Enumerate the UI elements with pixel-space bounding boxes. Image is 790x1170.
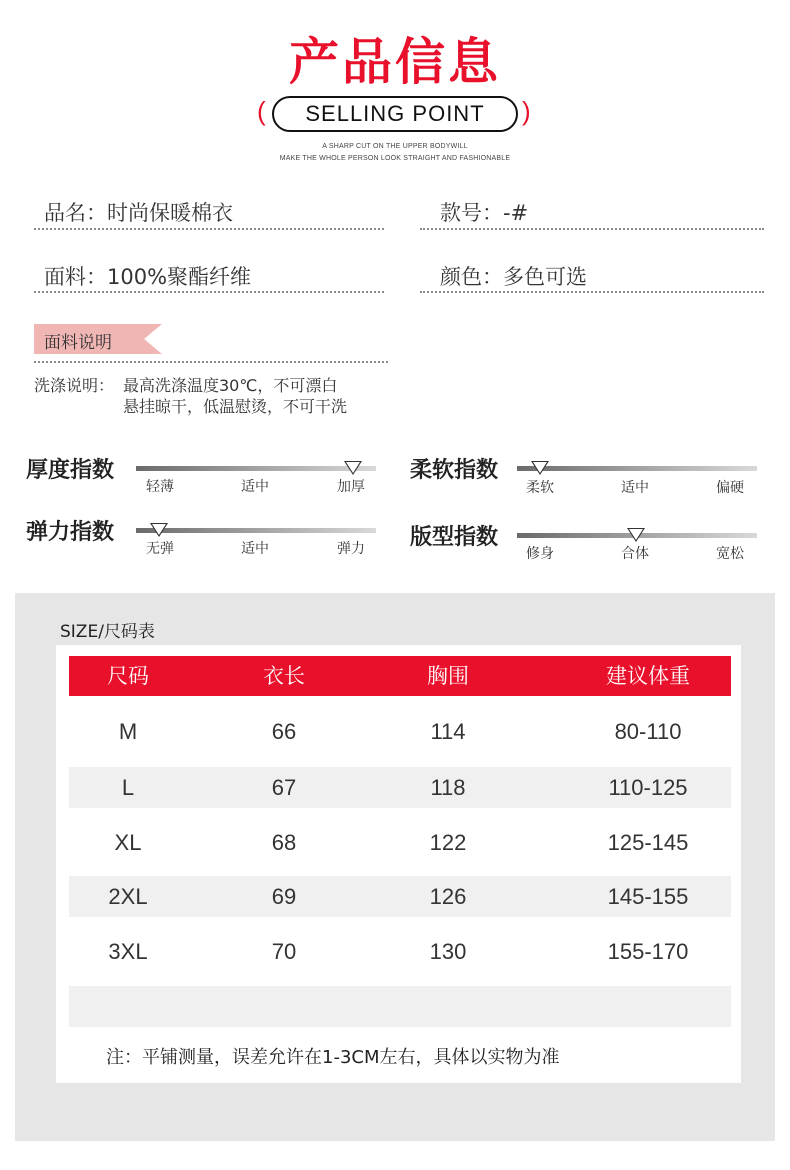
divider — [34, 291, 384, 293]
size-section-label: SIZE/尺码表 — [60, 622, 155, 642]
softness-label-high: 偏硬 — [716, 480, 744, 496]
divider — [420, 291, 764, 293]
table-cell: 118 — [430, 775, 466, 800]
table-cell: 80-110 — [614, 719, 682, 744]
table-cell: 70 — [271, 939, 297, 964]
divider — [34, 361, 388, 363]
thickness-index-bar — [136, 466, 376, 471]
subtitle-line-1: A SHARP CUT ON THE UPPER BODYWILL — [322, 143, 468, 150]
table-cell: 130 — [429, 939, 467, 964]
softness-index-bar — [517, 466, 757, 471]
table-cell: 66 — [271, 719, 297, 744]
measurement-note: 注：平铺测量，误差允许在1-3CM左右，具体以实物为准 — [106, 1047, 560, 1068]
thickness-label-mid: 适中 — [241, 479, 269, 495]
table-cell: 122 — [429, 830, 467, 855]
row-stripe — [69, 986, 731, 1027]
wash-label: 洗涤说明： — [34, 376, 115, 395]
divider — [34, 228, 384, 230]
table-cell: 145-155 — [607, 884, 689, 909]
table-cell: 67 — [271, 775, 297, 800]
softness-index-title: 柔软指数 — [410, 458, 499, 483]
wash-instruction-2: 悬挂晾干，低温慰烫，不可干洗 — [123, 397, 348, 416]
thickness-label-high: 加厚 — [337, 479, 365, 495]
fabric-note-tag-label: 面料说明 — [44, 333, 112, 353]
table-cell: L — [121, 775, 135, 800]
marker-inner — [533, 462, 547, 473]
fabric-info: 面料：100%聚酯纤维 — [44, 265, 252, 289]
table-cell: 125-145 — [607, 830, 689, 855]
marker-inner — [629, 529, 643, 540]
table-cell: 155-170 — [607, 939, 689, 964]
elasticity-label-low: 无弹 — [146, 541, 174, 557]
left-paren-decor: ( — [257, 96, 266, 126]
style-number: 款号：-# — [440, 201, 529, 225]
header-length: 衣长 — [263, 664, 305, 688]
elasticity-index-bar — [136, 528, 376, 533]
marker-inner — [152, 524, 166, 535]
fit-index-title: 版型指数 — [410, 525, 499, 550]
thickness-label-low: 轻薄 — [146, 479, 174, 495]
softness-label-mid: 适中 — [621, 480, 649, 496]
table-cell: M — [118, 719, 138, 744]
elasticity-label-high: 弹力 — [337, 541, 365, 557]
fit-label-low: 修身 — [526, 546, 554, 562]
header-weight: 建议体重 — [606, 664, 690, 688]
table-cell: 126 — [429, 884, 467, 909]
elasticity-label-mid: 适中 — [241, 541, 269, 557]
page-title: 产品信息 — [289, 33, 501, 91]
fit-label-high: 宽松 — [716, 546, 744, 562]
table-cell: 68 — [271, 830, 297, 855]
table-cell: 114 — [430, 719, 466, 744]
table-cell: 3XL — [108, 939, 148, 964]
softness-label-low: 柔软 — [526, 480, 554, 496]
elasticity-index-title: 弹力指数 — [26, 520, 115, 545]
subtitle-line-2: MAKE THE WHOLE PERSON LOOK STRAIGHT AND FASHIONABLE — [279, 155, 511, 162]
table-cell: 2XL — [108, 884, 148, 909]
header-size: 尺码 — [107, 664, 149, 688]
marker-inner — [346, 462, 360, 473]
divider — [420, 228, 764, 230]
selling-point-badge: SELLING POINT — [272, 96, 518, 132]
header-chest: 胸围 — [427, 664, 469, 688]
table-cell: XL — [114, 830, 142, 855]
thickness-index-title: 厚度指数 — [26, 458, 115, 483]
table-cell: 69 — [271, 884, 297, 909]
color-info: 颜色：多色可选 — [440, 265, 587, 289]
table-cell: 110-125 — [608, 775, 688, 800]
wash-instruction-1: 最高洗涤温度30℃，不可漂白 — [123, 376, 338, 395]
right-paren-decor: ) — [522, 96, 531, 126]
fit-label-mid: 合体 — [621, 546, 649, 562]
product-name: 品名：时尚保暖棉衣 — [44, 201, 233, 225]
